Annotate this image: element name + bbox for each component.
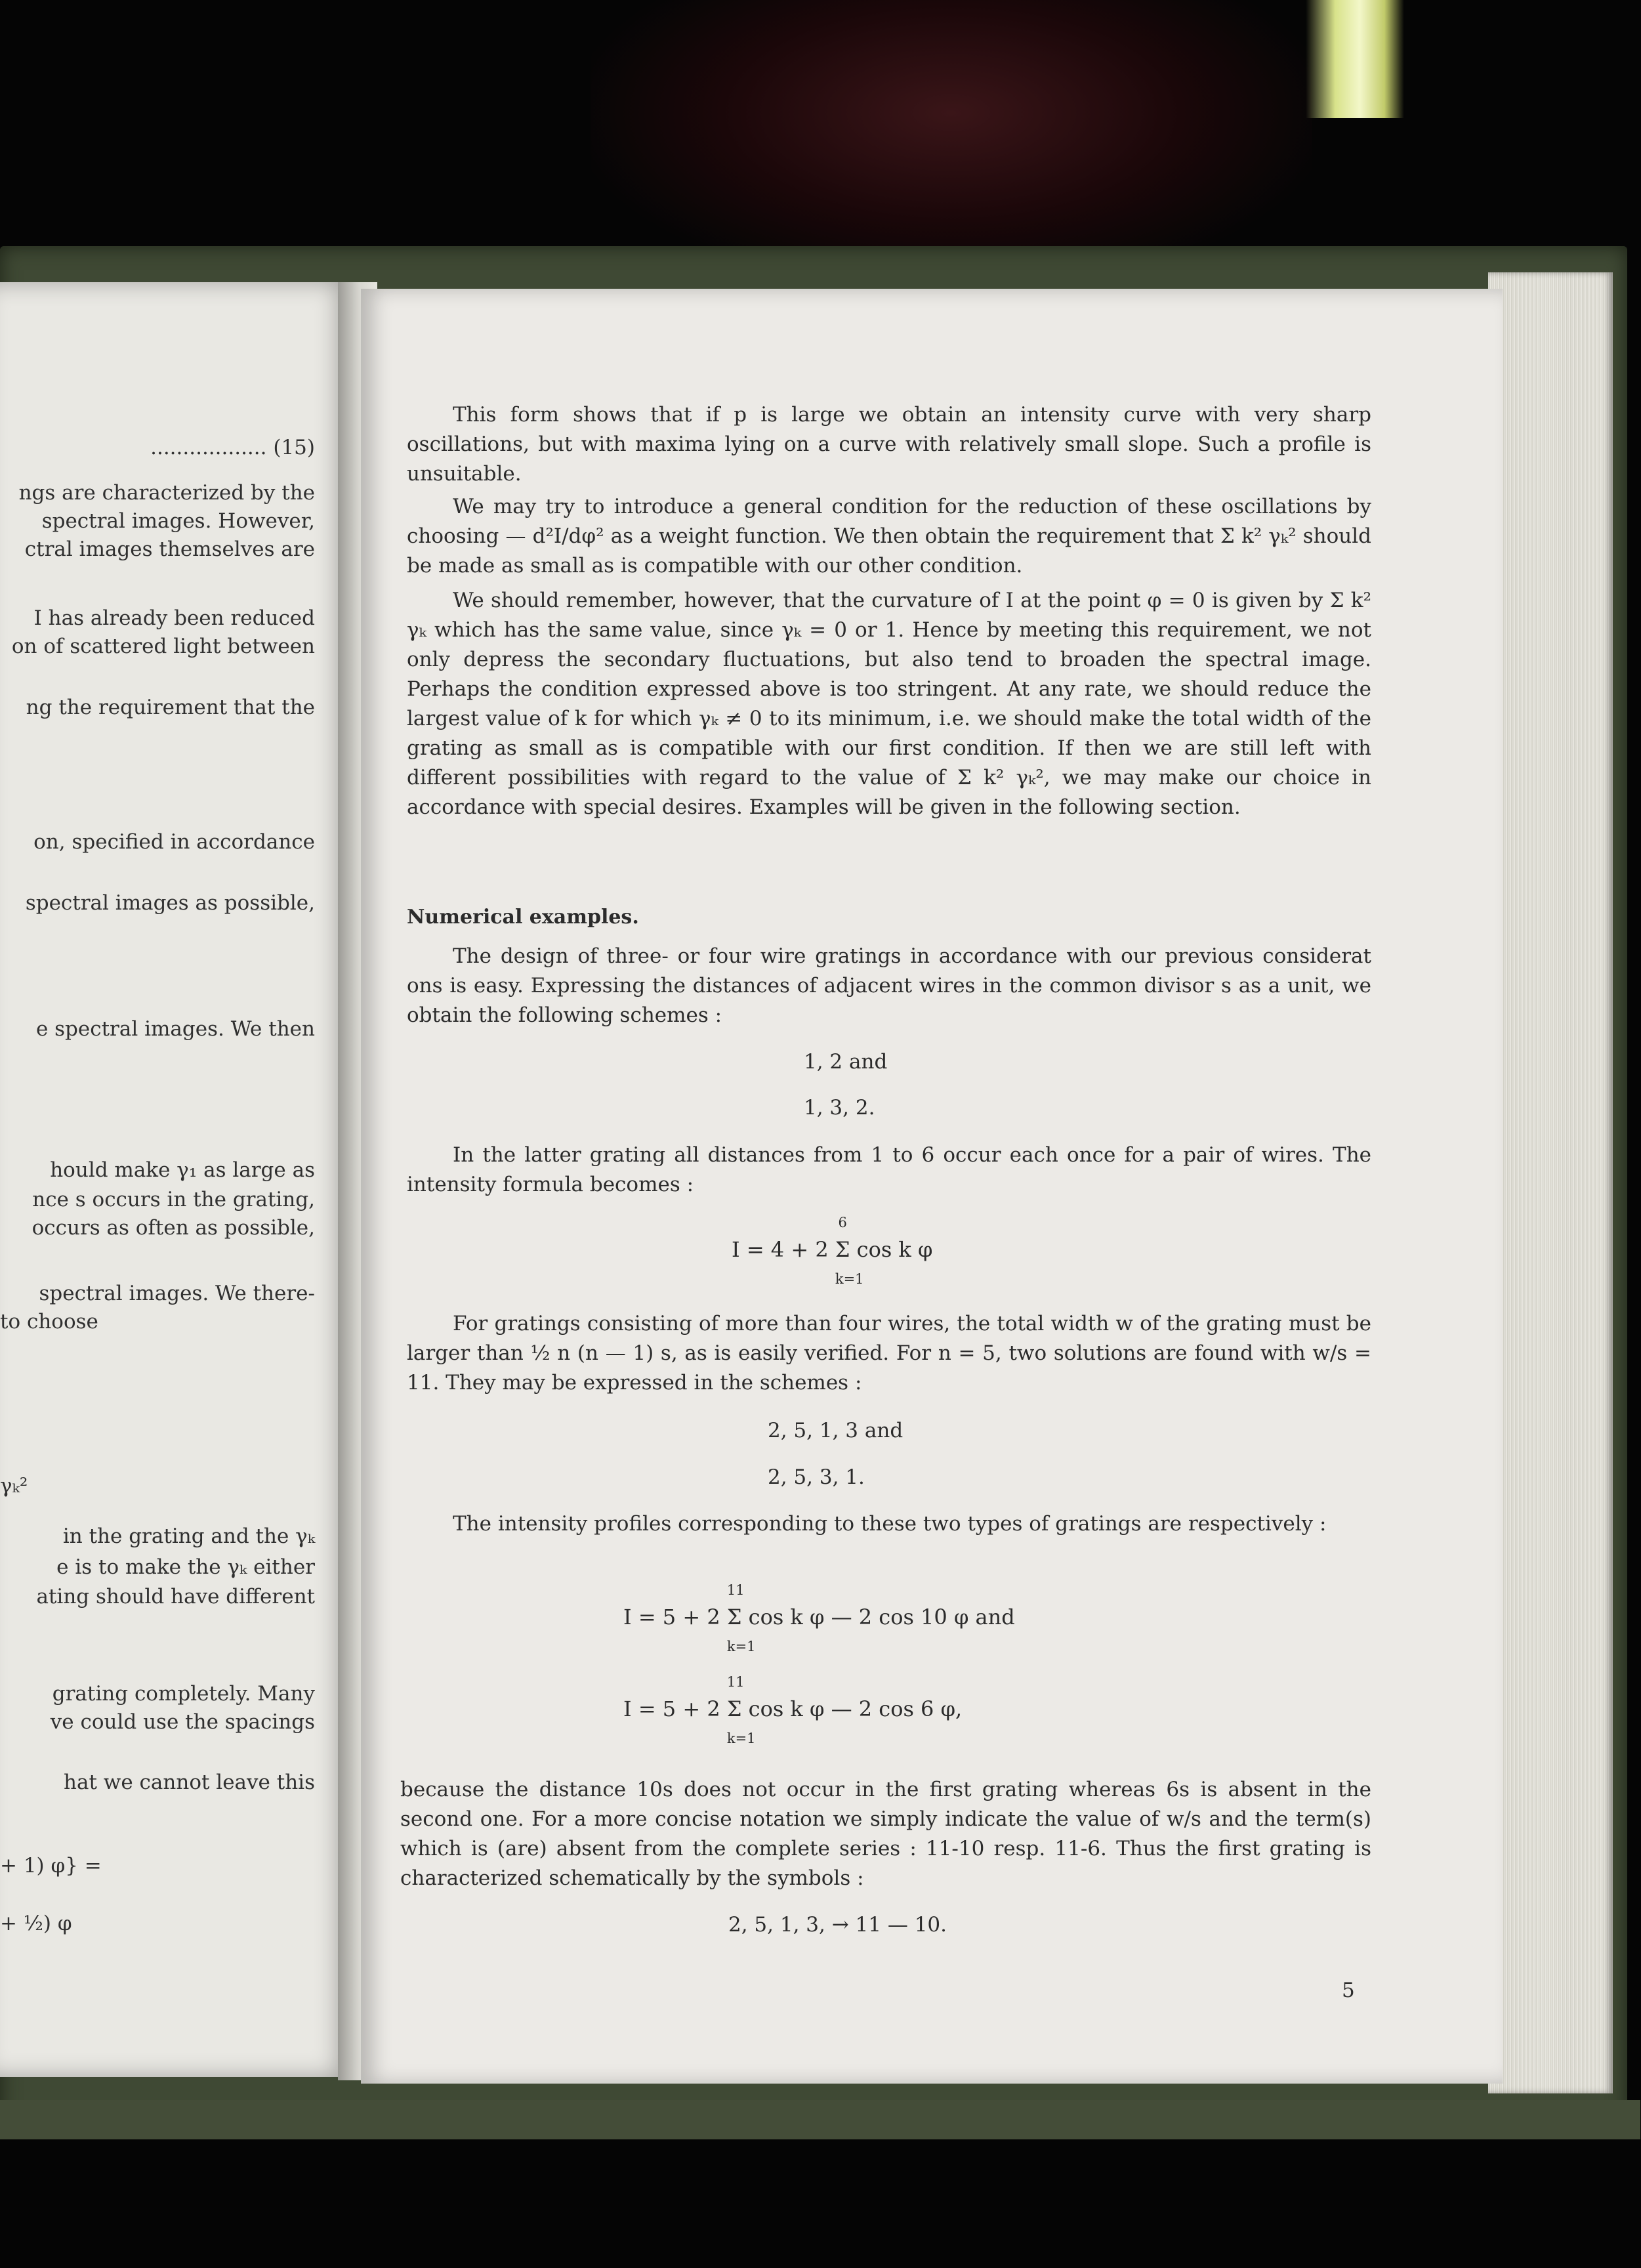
scheme-5: 2, 5, 1, 3, → 11 — 10. [728,1913,947,1937]
sum-upper-limit: 6 [838,1215,847,1230]
formula-2-lhs: I = 5 + 2 [623,1605,720,1629]
paragraph-7 [407,1509,1371,1539]
background-light-flare [1306,0,1404,118]
left-line: nce s occurs in the grating, [32,1188,315,1211]
summation-symbol: Σ 11 k=1 [726,1674,756,1746]
summation-symbol: Σ 6 k=1 [835,1215,864,1287]
formula-1-rhs: cos k φ [856,1237,933,1262]
scheme-2: 1, 3, 2. [804,1096,875,1120]
left-line: spectral images. We there- [39,1282,315,1305]
left-line: e spectral images. We then [35,1017,315,1041]
left-line: hould make γ₁ as large as [50,1158,315,1182]
paragraph-3 [407,586,1371,822]
formula-3 [623,1674,963,1746]
left-line: I has already been reduced [33,606,315,630]
left-page-header: .................. (15) [150,436,315,459]
page-number: 5 [1342,1979,1355,2002]
left-line: γₖ² [0,1474,28,1498]
paragraph-8-text: because the distance 10s does not occur in the first grating whereas 6s is absent in the second one. For a more concise notation we simply indicate the value of w/s and the term(s) which is (are) absent from the complete series : 11-10 resp. 11-6. Thus the first grating is characterized schematically by the symbols : [400,1778,1371,1890]
left-line: to choose [0,1310,98,1334]
page-block-edge [1488,272,1613,2093]
left-line: hat we cannot leave this [64,1771,315,1794]
sum-upper-limit: 11 [726,1674,745,1690]
left-line: e is to make the γₖ either [56,1555,315,1579]
formula-2 [623,1582,1015,1654]
sum-lower-limit: k=1 [726,1731,756,1746]
paragraph-6-text: For gratings consisting of more than four wires, the total width w of the grating must be larger than ½ n (n — 1) s, as is easily verified. For n = 5, two solutions are found with w/s = 11. They may be expressed in the schemes : [407,1312,1371,1395]
paragraph-4-text: The design of three- or four wire gratings in accordance with our previous considerat ons is easy. Expressing the distances of adjacent wires in the common divisor s as a unit, we obtain the following schemes : [407,944,1371,1027]
paragraph-2 [407,492,1371,581]
paragraph-5 [407,1141,1371,1200]
paragraph-2-text: We may try to introduce a general condition for the reduction of these oscillations by choosing — d²I/dφ² as a weight function. We then obtain the requirement that Σ k² γₖ² should be made as small as is compatible with our other condition. [407,495,1371,578]
scheme-3: 2, 5, 1, 3 and [768,1419,904,1442]
paragraph-1 [407,400,1371,489]
paragraph-4 [407,942,1371,1030]
paragraph-6 [407,1309,1371,1398]
background-red-glow [591,0,1312,282]
left-page [0,282,354,2077]
formula-3-rhs: cos k φ — 2 cos 6 φ, [748,1696,963,1721]
left-line: ngs are characterized by the [18,481,315,505]
paragraph-8 [400,1775,1371,1893]
paragraph-1-text: This form shows that if p is large we obtain an intensity curve with very sharp oscillations, but with maxima lying on a curve with relatively small slope. Such a profile is unsuitable. [407,403,1371,486]
left-line: on of scattered light between [11,635,315,658]
left-line: ng the requirement that the [26,696,315,719]
left-line: in the grating and the γₖ [62,1524,315,1548]
formula-1-lhs: I = 4 + 2 [732,1237,829,1262]
left-line: ve could use the spacings [50,1710,315,1734]
paragraph-3-text: We should remember, however, that the curvature of I at the point φ = 0 is given by Σ k² γₖ which has the same value, since γₖ = 0 or 1. Hence by meeting this requirement, we not only depress the secondary fluctuations, but also tend to broaden the spectral image. Perhaps the condition expressed above is too stringent. At any rate, we should reduce the largest value of k for which γₖ ≠ 0 to its minimum, i.e. we should make the total width of the grating as small as is compatible with our first condition. If then we are still left with different possibilities with regard to the value of Σ k² γₖ², we may make our choice in accordance with special desires. Examples will be given in the following section. [407,589,1371,819]
left-line: + 1) φ} = [0,1854,102,1878]
section-heading: Numerical examples. [407,906,639,929]
sum-lower-limit: k=1 [835,1271,864,1287]
sum-lower-limit: k=1 [726,1639,756,1654]
paragraph-7-text: The intensity profiles corresponding to these two types of gratings are respectively : [453,1512,1327,1536]
left-line: ating should have different [36,1585,315,1608]
left-line: grating completely. Many [52,1682,315,1706]
summation-symbol: Σ 11 k=1 [726,1582,756,1654]
left-line: on, specified in accordance [33,830,315,854]
sum-upper-limit: 11 [726,1582,745,1598]
formula-2-rhs: cos k φ — 2 cos 10 φ and [748,1605,1015,1629]
scheme-1: 1, 2 and [804,1050,888,1074]
formula-3-lhs: I = 5 + 2 [623,1696,720,1721]
paragraph-5-text: In the latter grating all distances from 1 to 6 occur each once for a pair of wires. The intensity formula becomes : [407,1143,1371,1196]
formula-1 [732,1215,933,1287]
left-line: ctral images themselves are [24,537,315,561]
left-line: + ½) φ [0,1912,72,1935]
left-line: spectral images as possible, [25,891,315,915]
left-line: occurs as often as possible, [31,1216,315,1240]
book-cover-bottom [0,2100,1640,2139]
left-line: spectral images. However, [41,509,315,533]
scheme-4: 2, 5, 3, 1. [768,1465,865,1489]
